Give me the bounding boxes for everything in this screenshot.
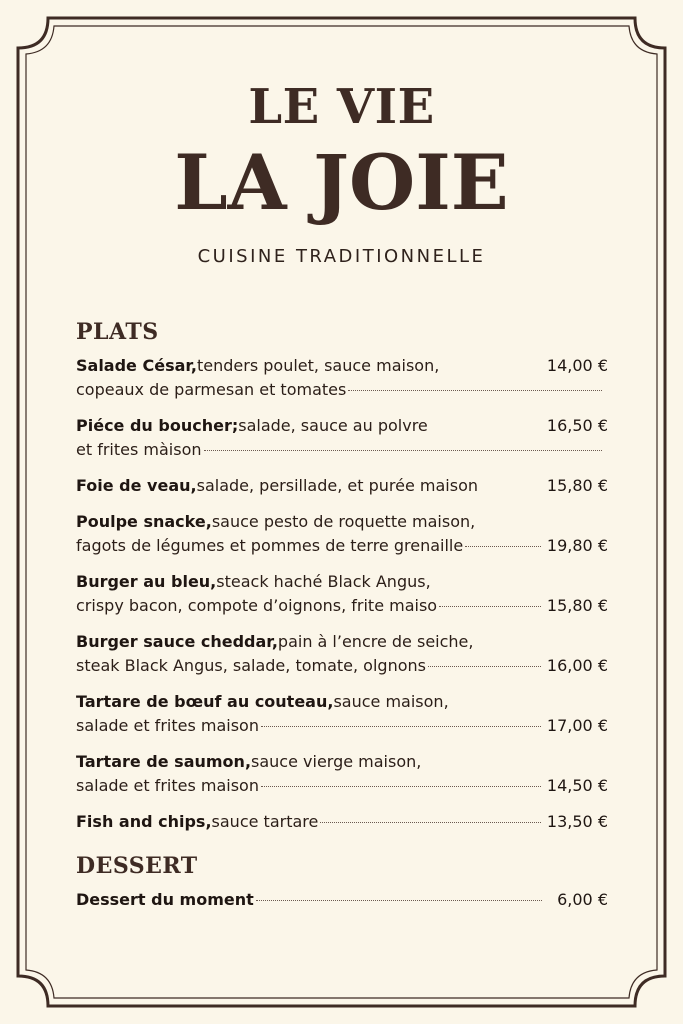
dotted-leader bbox=[428, 666, 541, 667]
menu-item bbox=[76, 630, 608, 678]
dotted-leader bbox=[465, 546, 541, 547]
menu-item bbox=[76, 810, 608, 834]
menu-item bbox=[76, 354, 608, 402]
item-description: pain à l’encre de seiche, bbox=[277, 632, 474, 651]
item-price: 16,00 € bbox=[546, 656, 608, 675]
dotted-leader bbox=[261, 786, 541, 787]
item-description: copeaux de parmesan et tomates bbox=[76, 380, 347, 399]
item-description: sauce pesto de roquette maison, bbox=[211, 512, 476, 531]
item-description: et frites màison bbox=[76, 440, 202, 459]
dotted-leader bbox=[439, 606, 541, 607]
item-name: Piéce du boucher; bbox=[76, 416, 239, 435]
dotted-leader bbox=[204, 450, 603, 451]
menu-content bbox=[76, 318, 608, 924]
item-name: Burger au bleu, bbox=[76, 572, 217, 591]
item-description: crispy bacon, compote d’oignons, frite maiso bbox=[76, 596, 438, 615]
restaurant-subtitle: CUISINE TRADITIONNELLE bbox=[197, 246, 486, 267]
item-price: 16,50 € bbox=[546, 416, 608, 435]
item-price: 15,80 € bbox=[546, 476, 608, 495]
item-price: 6,00 € bbox=[557, 890, 608, 909]
item-name: Poulpe snacke, bbox=[76, 512, 212, 531]
item-price: 14,50 € bbox=[546, 776, 608, 795]
item-description: sauce tartare bbox=[211, 812, 319, 831]
item-description: salade et frites maison bbox=[76, 716, 259, 735]
item-name: Tartare de saumon, bbox=[76, 752, 252, 771]
item-name: Tartare de bœuf au couteau, bbox=[76, 692, 334, 711]
item-description: salade et frites maison bbox=[76, 776, 259, 795]
item-name: Salade César, bbox=[76, 356, 198, 375]
menu-item bbox=[76, 690, 608, 738]
dotted-leader bbox=[348, 390, 602, 391]
item-description: salade, persillade, et purée maison bbox=[196, 476, 478, 495]
item-description: steack haché Black Angus, bbox=[216, 572, 431, 591]
menu-item bbox=[76, 414, 608, 462]
menu-item bbox=[76, 474, 608, 498]
restaurant-title-line2: LA JOIE bbox=[174, 138, 509, 227]
item-name: Foie de veau, bbox=[76, 476, 197, 495]
menu-item bbox=[76, 570, 608, 618]
item-price: 17,00 € bbox=[546, 716, 608, 735]
item-price: 15,80 € bbox=[546, 596, 608, 615]
dotted-leader bbox=[261, 726, 541, 727]
dotted-leader bbox=[320, 822, 541, 823]
menu-item bbox=[76, 888, 608, 912]
item-name: Burger sauce cheddar, bbox=[76, 632, 278, 651]
item-description: tenders poulet, sauce maison, bbox=[197, 356, 440, 375]
item-description: steak Black Angus, salade, tomate, olgnons bbox=[76, 656, 426, 675]
item-name: Dessert du moment bbox=[76, 890, 254, 909]
item-name: Fish and chips, bbox=[76, 812, 212, 831]
menu-item bbox=[76, 510, 608, 558]
section-title-dessert: DESSERT bbox=[76, 853, 198, 879]
item-description: fagots de légumes et pommes de terre grenaille bbox=[76, 536, 464, 555]
item-description: sauce vierge maison, bbox=[251, 752, 422, 771]
restaurant-title-line1: LE VIE bbox=[248, 79, 435, 135]
menu-header bbox=[0, 78, 683, 267]
item-description: sauce maison, bbox=[333, 692, 449, 711]
item-price: 14,00 € bbox=[546, 356, 608, 375]
item-price: 19,80 € bbox=[546, 536, 608, 555]
item-price: 13,50 € bbox=[546, 812, 608, 831]
dotted-leader bbox=[256, 900, 542, 901]
section-title-plats: PLATS bbox=[76, 319, 159, 345]
menu-item bbox=[76, 750, 608, 798]
item-description: salade, sauce au polvre bbox=[238, 416, 428, 435]
